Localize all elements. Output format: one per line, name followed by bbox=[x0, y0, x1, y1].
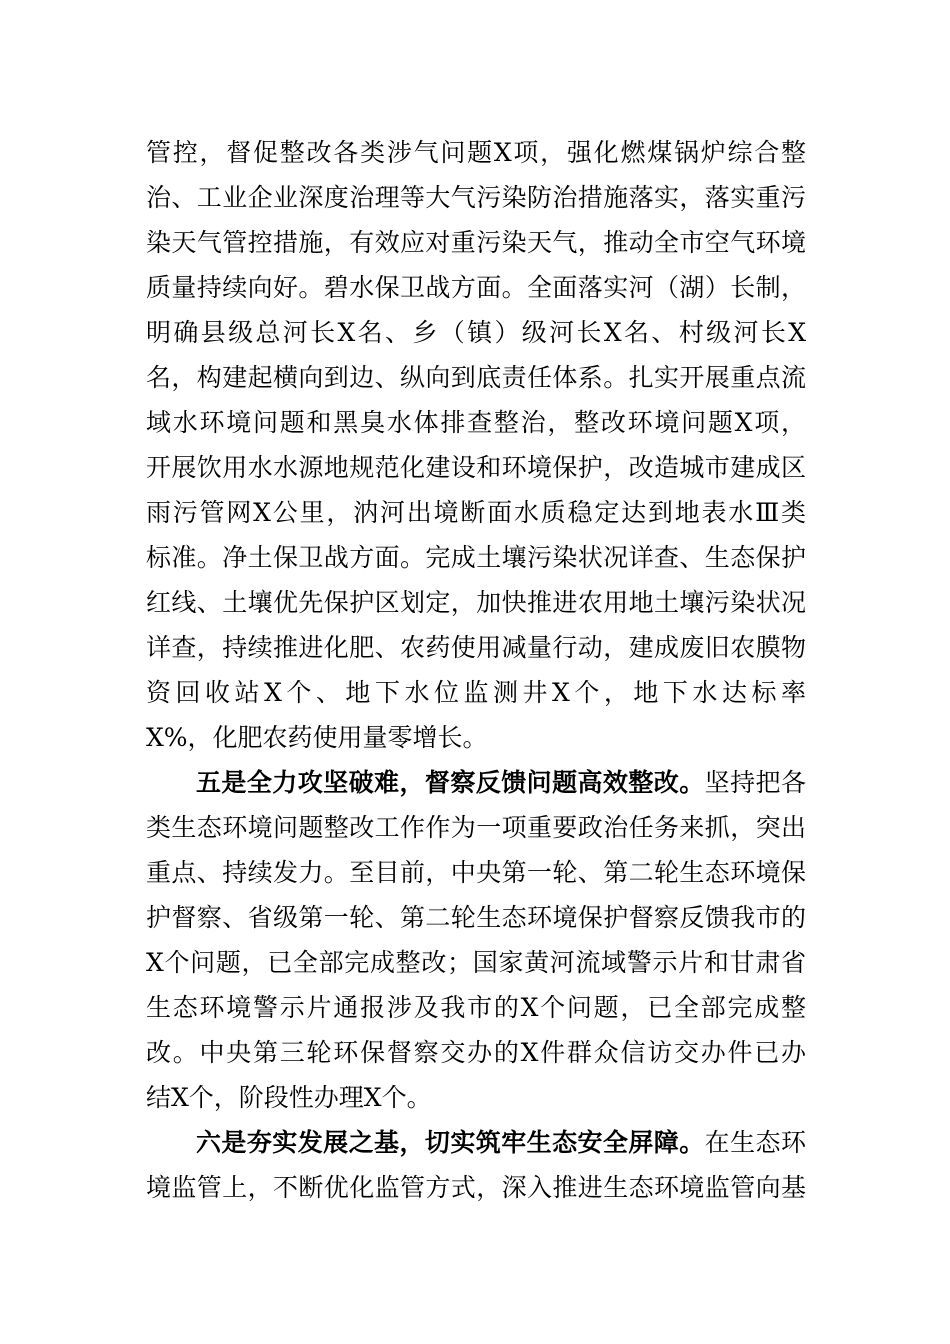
text-line: 名，构建起横向到边、纵向到底责任体系。扎实开展重点流 bbox=[146, 363, 806, 392]
text-line: 标准。净土保卫战方面。完成土壤污染状况详查、生态保护 bbox=[146, 543, 806, 572]
paragraph-6-heading: 六是夯实发展之基，切实筑牢生态安全屏障。 bbox=[196, 1128, 705, 1157]
text-line: 质量持续向好。碧水保卫战方面。全面落实河（湖）长制， bbox=[146, 273, 806, 302]
paragraph-5-heading: 五是全力攻坚破难，督察反馈问题高效整改。 bbox=[196, 768, 705, 797]
text-line: 资回收站X个、地下水位监测井X个，地下水达标率 bbox=[146, 678, 806, 707]
text-line: X%，化肥农药使用量零增长。 bbox=[146, 723, 488, 752]
text-line: 详查，持续推进化肥、农药使用减量行动，建成废旧农膜物 bbox=[146, 633, 806, 662]
paragraph-5-text-start: 坚持把各 bbox=[704, 768, 806, 797]
text-line: 类生态环境问题整改工作作为一项重要政治任务来抓，突出 bbox=[146, 813, 806, 842]
text-line: 雨污管网X公里，汭河出境断面水质稳定达到地表水Ⅲ类 bbox=[146, 498, 806, 527]
text-line: 生态环境警示片通报涉及我市的X个问题，已全部完成整 bbox=[146, 993, 806, 1022]
text-line: 明确县级总河长X名、乡（镇）级河长X名、村级河长X bbox=[146, 318, 806, 347]
text-line: X个问题，已全部完成整改；国家黄河流域警示片和甘肃省 bbox=[146, 948, 806, 977]
text-line: 改。中央第三轮环保督察交办的X件群众信访交办件已办 bbox=[146, 1038, 806, 1067]
paragraph-5-first-line bbox=[196, 763, 806, 803]
text-line: 境监管上，不断优化监管方式，深入推进生态环境监管向基 bbox=[146, 1173, 806, 1202]
text-line: 红线、土壤优先保护区划定，加快推进农用地土壤污染状况 bbox=[146, 588, 806, 617]
text-line: 护督察、省级第一轮、第二轮生态环境保护督察反馈我市的 bbox=[146, 903, 806, 932]
text-line: 治、工业企业深度治理等大气污染防治措施落实，落实重污 bbox=[146, 183, 806, 212]
text-line: 开展饮用水水源地规范化建设和环境保护，改造城市建成区 bbox=[146, 453, 806, 482]
text-line: 域水环境问题和黑臭水体排查整治，整改环境问题X项， bbox=[146, 408, 806, 437]
text-line: 染天气管控措施，有效应对重污染天气，推动全市空气环境 bbox=[146, 228, 806, 257]
paragraph-6-first-line bbox=[196, 1123, 806, 1163]
text-line: 结X个，阶段性办理X个。 bbox=[146, 1083, 432, 1112]
text-line: 管控，督促整改各类涉气问题X项，强化燃煤锅炉综合整 bbox=[146, 138, 806, 167]
paragraph-6-text-start: 在生态环 bbox=[704, 1128, 806, 1157]
text-line: 重点、持续发力。至目前，中央第一轮、第二轮生态环境保 bbox=[146, 858, 806, 887]
